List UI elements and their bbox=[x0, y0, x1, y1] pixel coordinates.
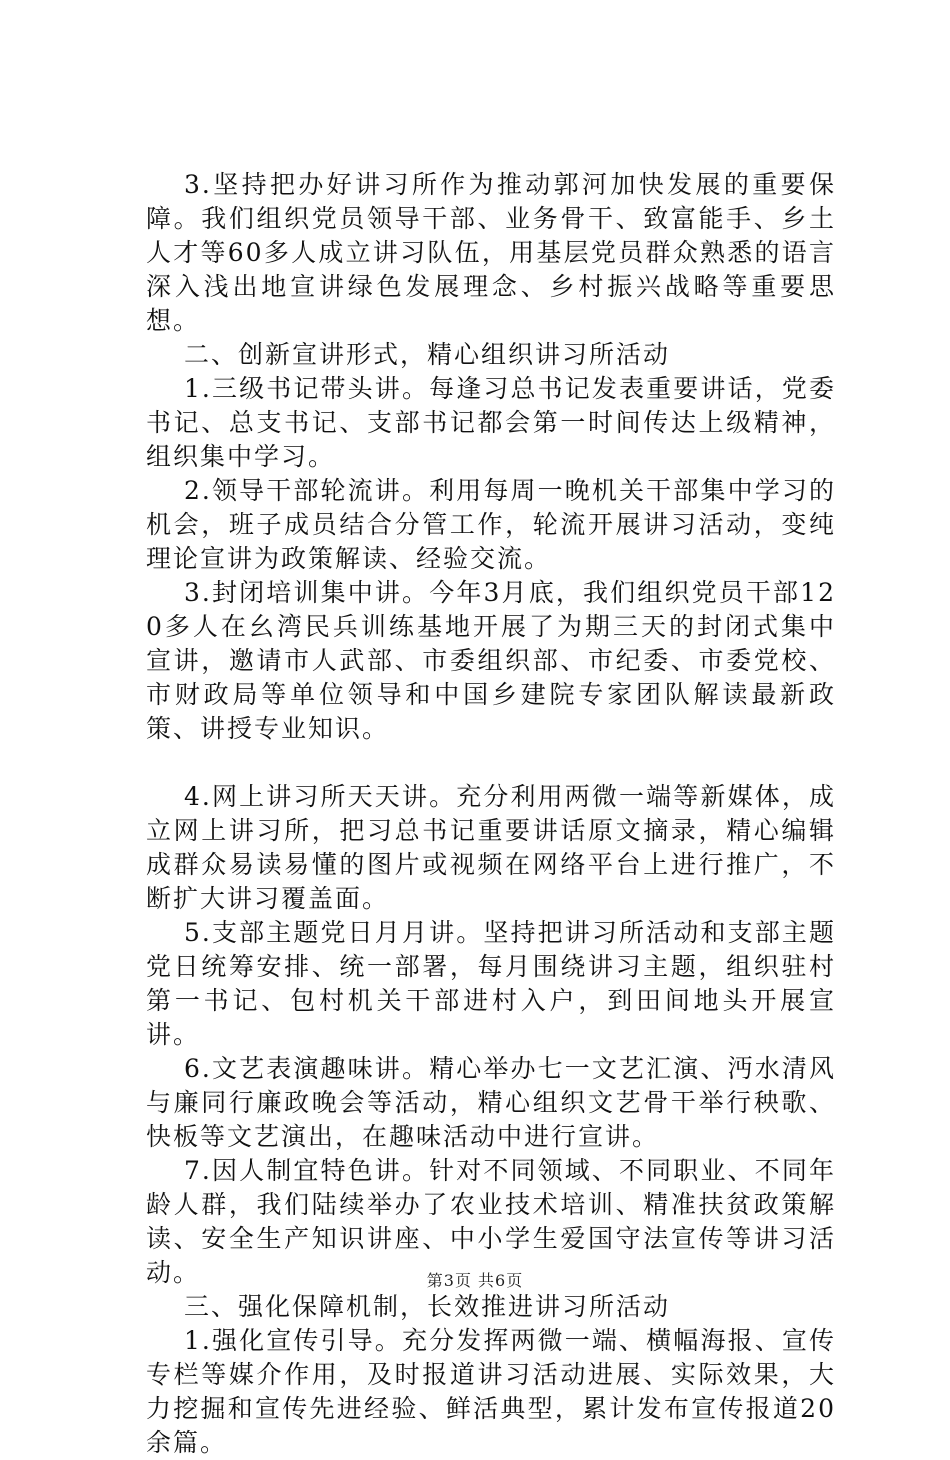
page-number-footer: 第3页 共6页 bbox=[426, 1271, 524, 1290]
paragraph-party-day: 5.支部主题党日月月讲。坚持把讲习所活动和支部主题党日统筹安排、统一部署，每月围绕讲习主题，组织驻村第一书记、包村机关干部进村入户，到田间地头开展宣讲。 bbox=[146, 918, 836, 1049]
section-heading-3: 三、强化保障机制，长效推进讲习所活动 bbox=[184, 1292, 671, 1321]
paragraph-item-3-guarantee: 3.坚持把办好讲习所作为推动郭河加快发展的重要保障。我们组织党员领导干部、业务骨干、致富能手、乡土人才等60多人成立讲习队伍，用基层党员群众熟悉的语言深入浅出地宣讲绿色发展理念、乡村振兴战略等重要思想。 bbox=[146, 170, 836, 335]
paragraph-publicity: 1.强化宣传引导。充分发挥两微一端、横幅海报、宣传专栏等媒介作用，及时报道讲习活动进展、实际效果，大力挖掘和宣传先进经验、鲜活典型，累计发布宣传报道20余篇。 bbox=[146, 1326, 836, 1457]
section-heading-2: 二、创新宣讲形式，精心组织讲习所活动 bbox=[184, 340, 671, 369]
document-body bbox=[146, 168, 836, 1460]
paragraph-tailored-lecture: 7.因人制宜特色讲。针对不同领域、不同职业、不同年龄人群，我们陆续举办了农业技术培训、精准扶贫政策解读、安全生产知识讲座、中小学生爱国守法宣传等讲习活动。 bbox=[146, 1156, 836, 1287]
paragraph-closed-training: 3.封闭培训集中讲。今年3月底，我们组织党员干部120多人在幺湾民兵训练基地开展了为期三天的封闭式集中宣讲，邀请市人武部、市委组织部、市纪委、市委党校、市财政局等单位领导和中国乡建院专家团队解读最新政策、讲授专业知识。 bbox=[146, 578, 836, 743]
paragraph-cadre-rotation: 2.领导干部轮流讲。利用每周一晚机关干部集中学习的机会，班子成员结合分管工作，轮流开展讲习活动，变纯理论宣讲为政策解读、经验交流。 bbox=[146, 476, 836, 573]
paragraph-art-performance: 6.文艺表演趣味讲。精心举办七一文艺汇演、沔水清风与廉同行廉政晚会等活动，精心组织文艺骨干举行秧歌、快板等文艺演出，在趣味活动中进行宣讲。 bbox=[146, 1054, 836, 1151]
paragraph-online-lecture: 4.网上讲习所天天讲。充分利用两微一端等新媒体，成立网上讲习所，把习总书记重要讲话原文摘录，精心编辑成群众易读易懂的图片或视频在网络平台上进行推广，不断扩大讲习覆盖面。 bbox=[146, 782, 836, 913]
paragraph-secretary-lead: 1.三级书记带头讲。每逢习总书记发表重要讲话，党委书记、总支书记、支部书记都会第一时间传达上级精神，组织集中学习。 bbox=[146, 374, 836, 471]
